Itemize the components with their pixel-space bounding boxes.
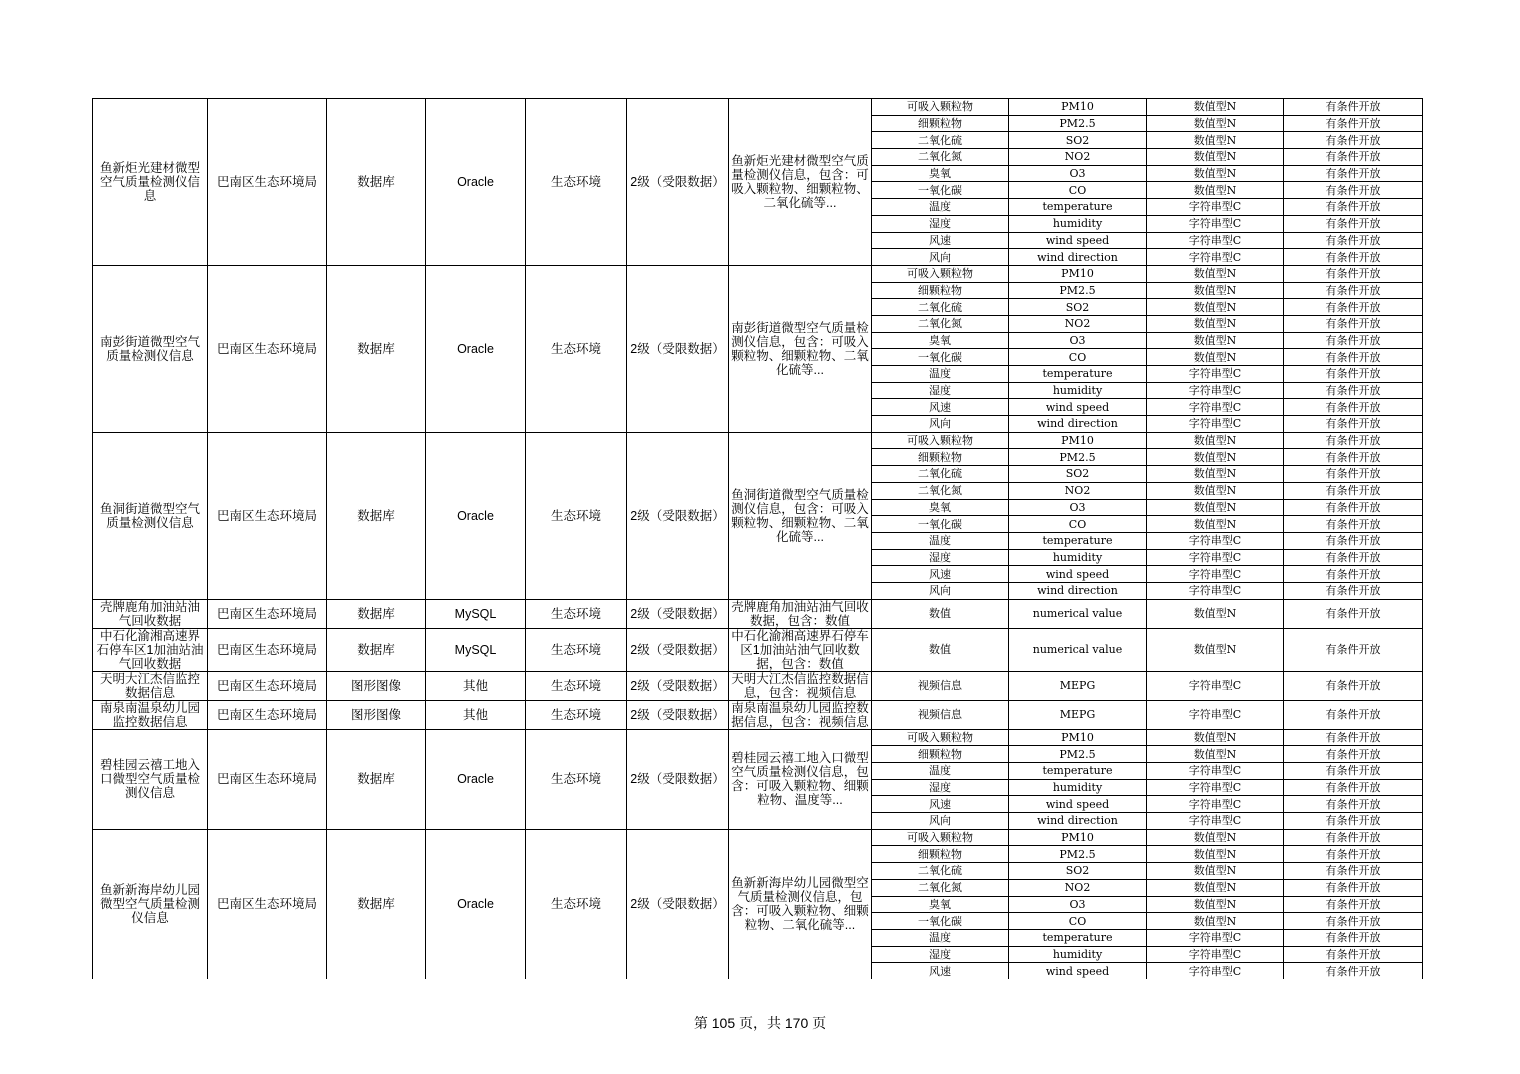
open-status-cell: 有条件开放: [1284, 432, 1423, 449]
field-code-cell: PM10: [1009, 99, 1147, 116]
storage-form-cell: 数据库: [327, 829, 426, 979]
resource-name-cell: 壳牌鹿角加油站油气回收数据: [93, 599, 208, 628]
field-type-cell: 数值型N: [1147, 432, 1284, 449]
storage-form-cell: 数据库: [327, 599, 426, 628]
department-cell: 巴南区生态环境局: [208, 729, 327, 829]
field-type-cell: 数值型N: [1147, 349, 1284, 366]
field-code-cell: wind speed: [1009, 963, 1147, 979]
department-cell: 巴南区生态环境局: [208, 829, 327, 979]
field-type-cell: 数值型N: [1147, 913, 1284, 930]
security-level-cell: 2级（受限数据）: [627, 829, 729, 979]
catalog-table: [92, 98, 1423, 979]
field-name-cell: 湿度: [872, 382, 1009, 399]
open-status-cell: 有条件开放: [1284, 132, 1423, 149]
field-code-cell: PM2.5: [1009, 449, 1147, 466]
domain-cell: 生态环境: [526, 99, 627, 266]
field-code-cell: numerical value: [1009, 628, 1147, 671]
field-name-cell: 二氧化硫: [872, 132, 1009, 149]
domain-cell: 生态环境: [526, 628, 627, 671]
field-type-cell: 字符串型C: [1147, 215, 1284, 232]
open-status-cell: 有条件开放: [1284, 863, 1423, 880]
field-type-cell: 数值型N: [1147, 466, 1284, 483]
field-name-cell: 温度: [872, 763, 1009, 780]
field-code-cell: humidity: [1009, 549, 1147, 566]
field-type-cell: 字符串型C: [1147, 929, 1284, 946]
open-status-cell: 有条件开放: [1284, 532, 1423, 549]
field-code-cell: CO: [1009, 913, 1147, 930]
storage-form-cell: 数据库: [327, 265, 426, 432]
field-name-cell: 细颗粒物: [872, 746, 1009, 763]
field-code-cell: humidity: [1009, 215, 1147, 232]
field-type-cell: 字符串型C: [1147, 671, 1284, 700]
open-status-cell: 有条件开放: [1284, 729, 1423, 746]
open-status-cell: 有条件开放: [1284, 763, 1423, 780]
open-status-cell: 有条件开放: [1284, 929, 1423, 946]
open-status-cell: 有条件开放: [1284, 896, 1423, 913]
open-status-cell: 有条件开放: [1284, 566, 1423, 583]
security-level-cell: 2级（受限数据）: [627, 729, 729, 829]
field-name-cell: 风向: [872, 582, 1009, 599]
field-code-cell: wind direction: [1009, 582, 1147, 599]
field-type-cell: 字符串型C: [1147, 700, 1284, 729]
department-cell: 巴南区生态环境局: [208, 265, 327, 432]
field-code-cell: MEPG: [1009, 671, 1147, 700]
open-status-cell: 有条件开放: [1284, 149, 1423, 166]
open-status-cell: 有条件开放: [1284, 779, 1423, 796]
open-status-cell: 有条件开放: [1284, 199, 1423, 216]
field-name-cell: 二氧化硫: [872, 299, 1009, 316]
field-name-cell: 温度: [872, 366, 1009, 383]
field-code-cell: wind direction: [1009, 249, 1147, 266]
table-row: [93, 432, 1423, 449]
domain-cell: 生态环境: [526, 729, 627, 829]
field-code-cell: temperature: [1009, 929, 1147, 946]
table-row: [93, 829, 1423, 846]
storage-form-cell: 数据库: [327, 432, 426, 599]
field-code-cell: CO: [1009, 182, 1147, 199]
field-type-cell: 数值型N: [1147, 132, 1284, 149]
field-name-cell: 风速: [872, 796, 1009, 813]
summary-cell: 南泉南温泉幼儿园监控数据信息，包含：视频信息: [729, 700, 872, 729]
field-name-cell: 风速: [872, 566, 1009, 583]
field-type-cell: 数值型N: [1147, 863, 1284, 880]
open-status-cell: 有条件开放: [1284, 746, 1423, 763]
security-level-cell: 2级（受限数据）: [627, 432, 729, 599]
field-code-cell: PM10: [1009, 829, 1147, 846]
summary-cell: 鱼新炬光建材微型空气质量检测仪信息，包含：可吸入颗粒物、细颗粒物、二氧化硫等...: [729, 99, 872, 266]
field-code-cell: wind speed: [1009, 399, 1147, 416]
field-type-cell: 字符串型C: [1147, 796, 1284, 813]
field-type-cell: 数值型N: [1147, 729, 1284, 746]
field-name-cell: 一氧化碳: [872, 913, 1009, 930]
field-type-cell: 数值型N: [1147, 99, 1284, 116]
field-name-cell: 细颗粒物: [872, 449, 1009, 466]
field-name-cell: 风速: [872, 399, 1009, 416]
open-status-cell: 有条件开放: [1284, 332, 1423, 349]
field-name-cell: 风向: [872, 416, 1009, 433]
storage-form-cell: 图形图像: [327, 671, 426, 700]
field-code-cell: temperature: [1009, 199, 1147, 216]
resource-name-cell: 鱼洞街道微型空气质量检测仪信息: [93, 432, 208, 599]
summary-cell: 鱼新新海岸幼儿园微型空气质量检测仪信息，包含：可吸入颗粒物、细颗粒物、二氧化硫等...: [729, 829, 872, 979]
resource-name-cell: 鱼新炬光建材微型空气质量检测仪信息: [93, 99, 208, 266]
field-type-cell: 数值型N: [1147, 879, 1284, 896]
domain-cell: 生态环境: [526, 432, 627, 599]
field-type-cell: 字符串型C: [1147, 549, 1284, 566]
summary-cell: 南彭街道微型空气质量检测仪信息，包含：可吸入颗粒物、细颗粒物、二氧化硫等...: [729, 265, 872, 432]
open-status-cell: 有条件开放: [1284, 215, 1423, 232]
field-name-cell: 二氧化硫: [872, 863, 1009, 880]
field-type-cell: 数值型N: [1147, 315, 1284, 332]
field-code-cell: SO2: [1009, 863, 1147, 880]
field-code-cell: PM10: [1009, 432, 1147, 449]
field-code-cell: numerical value: [1009, 599, 1147, 628]
resource-name-cell: 鱼新新海岸幼儿园微型空气质量检测仪信息: [93, 829, 208, 979]
field-name-cell: 臭氧: [872, 499, 1009, 516]
field-code-cell: humidity: [1009, 382, 1147, 399]
open-status-cell: 有条件开放: [1284, 232, 1423, 249]
open-status-cell: 有条件开放: [1284, 846, 1423, 863]
field-code-cell: humidity: [1009, 779, 1147, 796]
field-type-cell: 数值型N: [1147, 499, 1284, 516]
security-level-cell: 2级（受限数据）: [627, 700, 729, 729]
field-name-cell: 细颗粒物: [872, 282, 1009, 299]
field-code-cell: humidity: [1009, 946, 1147, 963]
field-type-cell: 数值型N: [1147, 282, 1284, 299]
field-name-cell: 温度: [872, 532, 1009, 549]
field-code-cell: PM2.5: [1009, 115, 1147, 132]
field-name-cell: 数值: [872, 628, 1009, 671]
field-type-cell: 字符串型C: [1147, 946, 1284, 963]
storage-form-cell: 数据库: [327, 99, 426, 266]
field-type-cell: 数值型N: [1147, 265, 1284, 282]
open-status-cell: 有条件开放: [1284, 366, 1423, 383]
field-name-cell: 二氧化氮: [872, 315, 1009, 332]
summary-cell: 鱼洞街道微型空气质量检测仪信息，包含：可吸入颗粒物、细颗粒物、二氧化硫等...: [729, 432, 872, 599]
open-status-cell: 有条件开放: [1284, 879, 1423, 896]
domain-cell: 生态环境: [526, 599, 627, 628]
field-type-cell: 字符串型C: [1147, 416, 1284, 433]
open-status-cell: 有条件开放: [1284, 449, 1423, 466]
field-name-cell: 风向: [872, 813, 1009, 830]
security-level-cell: 2级（受限数据）: [627, 628, 729, 671]
department-cell: 巴南区生态环境局: [208, 628, 327, 671]
open-status-cell: 有条件开放: [1284, 628, 1423, 671]
storage-form-cell: 数据库: [327, 628, 426, 671]
field-type-cell: 字符串型C: [1147, 399, 1284, 416]
open-status-cell: 有条件开放: [1284, 516, 1423, 533]
field-name-cell: 一氧化碳: [872, 516, 1009, 533]
field-type-cell: 数值型N: [1147, 149, 1284, 166]
system-cell: 其他: [426, 700, 526, 729]
open-status-cell: 有条件开放: [1284, 482, 1423, 499]
field-name-cell: 二氧化氮: [872, 149, 1009, 166]
page-footer: 第 105 页，共 170 页: [693, 1015, 827, 1031]
department-cell: 巴南区生态环境局: [208, 700, 327, 729]
open-status-cell: 有条件开放: [1284, 299, 1423, 316]
field-code-cell: wind direction: [1009, 416, 1147, 433]
field-name-cell: 视频信息: [872, 671, 1009, 700]
field-type-cell: 数值型N: [1147, 299, 1284, 316]
security-level-cell: 2级（受限数据）: [627, 265, 729, 432]
system-cell: 其他: [426, 671, 526, 700]
summary-cell: 天明大江杰信监控数据信息，包含：视频信息: [729, 671, 872, 700]
field-name-cell: 湿度: [872, 946, 1009, 963]
department-cell: 巴南区生态环境局: [208, 671, 327, 700]
field-code-cell: wind speed: [1009, 232, 1147, 249]
field-name-cell: 可吸入颗粒物: [872, 729, 1009, 746]
field-name-cell: 湿度: [872, 779, 1009, 796]
open-status-cell: 有条件开放: [1284, 349, 1423, 366]
field-code-cell: O3: [1009, 165, 1147, 182]
field-type-cell: 字符串型C: [1147, 763, 1284, 780]
security-level-cell: 2级（受限数据）: [627, 671, 729, 700]
field-name-cell: 温度: [872, 199, 1009, 216]
field-type-cell: 数值型N: [1147, 829, 1284, 846]
domain-cell: 生态环境: [526, 265, 627, 432]
field-code-cell: MEPG: [1009, 700, 1147, 729]
field-type-cell: 字符串型C: [1147, 779, 1284, 796]
open-status-cell: 有条件开放: [1284, 913, 1423, 930]
field-name-cell: 数值: [872, 599, 1009, 628]
open-status-cell: 有条件开放: [1284, 416, 1423, 433]
domain-cell: 生态环境: [526, 671, 627, 700]
field-name-cell: 细颗粒物: [872, 846, 1009, 863]
field-type-cell: 字符串型C: [1147, 566, 1284, 583]
field-code-cell: CO: [1009, 349, 1147, 366]
open-status-cell: 有条件开放: [1284, 829, 1423, 846]
field-code-cell: wind speed: [1009, 566, 1147, 583]
system-cell: Oracle: [426, 432, 526, 599]
open-status-cell: 有条件开放: [1284, 700, 1423, 729]
department-cell: 巴南区生态环境局: [208, 599, 327, 628]
security-level-cell: 2级（受限数据）: [627, 99, 729, 266]
field-name-cell: 视频信息: [872, 700, 1009, 729]
field-type-cell: 字符串型C: [1147, 366, 1284, 383]
field-name-cell: 风向: [872, 249, 1009, 266]
open-status-cell: 有条件开放: [1284, 282, 1423, 299]
domain-cell: 生态环境: [526, 829, 627, 979]
field-type-cell: 数值型N: [1147, 449, 1284, 466]
catalog-table-body: [93, 99, 1423, 979]
open-status-cell: 有条件开放: [1284, 99, 1423, 116]
table-row: [93, 628, 1423, 671]
field-name-cell: 温度: [872, 929, 1009, 946]
system-cell: Oracle: [426, 829, 526, 979]
field-type-cell: 字符串型C: [1147, 382, 1284, 399]
field-name-cell: 可吸入颗粒物: [872, 432, 1009, 449]
field-name-cell: 一氧化碳: [872, 182, 1009, 199]
field-name-cell: 风速: [872, 232, 1009, 249]
open-status-cell: 有条件开放: [1284, 265, 1423, 282]
field-code-cell: O3: [1009, 332, 1147, 349]
field-type-cell: 字符串型C: [1147, 813, 1284, 830]
field-type-cell: 数值型N: [1147, 516, 1284, 533]
table-row: [93, 671, 1423, 700]
field-code-cell: PM10: [1009, 729, 1147, 746]
storage-form-cell: 图形图像: [327, 700, 426, 729]
field-code-cell: O3: [1009, 896, 1147, 913]
field-type-cell: 字符串型C: [1147, 249, 1284, 266]
open-status-cell: 有条件开放: [1284, 382, 1423, 399]
field-name-cell: 一氧化碳: [872, 349, 1009, 366]
open-status-cell: 有条件开放: [1284, 466, 1423, 483]
open-status-cell: 有条件开放: [1284, 249, 1423, 266]
field-code-cell: SO2: [1009, 466, 1147, 483]
system-cell: Oracle: [426, 265, 526, 432]
field-type-cell: 数值型N: [1147, 746, 1284, 763]
storage-form-cell: 数据库: [327, 729, 426, 829]
open-status-cell: 有条件开放: [1284, 946, 1423, 963]
field-code-cell: wind speed: [1009, 796, 1147, 813]
field-name-cell: 湿度: [872, 549, 1009, 566]
open-status-cell: 有条件开放: [1284, 549, 1423, 566]
open-status-cell: 有条件开放: [1284, 182, 1423, 199]
field-name-cell: 臭氧: [872, 165, 1009, 182]
field-type-cell: 字符串型C: [1147, 232, 1284, 249]
field-name-cell: 二氧化氮: [872, 879, 1009, 896]
field-type-cell: 数值型N: [1147, 115, 1284, 132]
field-name-cell: 可吸入颗粒物: [872, 829, 1009, 846]
summary-cell: 碧桂园云禧工地入口微型空气质量检测仪信息，包含：可吸入颗粒物、细颗粒物、温度等...: [729, 729, 872, 829]
table-row: [93, 599, 1423, 628]
open-status-cell: 有条件开放: [1284, 796, 1423, 813]
summary-cell: 壳牌鹿角加油站油气回收数据，包含：数值: [729, 599, 872, 628]
field-code-cell: wind direction: [1009, 813, 1147, 830]
field-name-cell: 可吸入颗粒物: [872, 99, 1009, 116]
field-type-cell: 数值型N: [1147, 599, 1284, 628]
field-code-cell: NO2: [1009, 879, 1147, 896]
summary-cell: 中石化渝湘高速界石停车区1加油站油气回收数据，包含：数值: [729, 628, 872, 671]
resource-name-cell: 碧桂园云禧工地入口微型空气质量检测仪信息: [93, 729, 208, 829]
resource-name-cell: 天明大江杰信监控数据信息: [93, 671, 208, 700]
field-name-cell: 湿度: [872, 215, 1009, 232]
field-code-cell: CO: [1009, 516, 1147, 533]
system-cell: MySQL: [426, 599, 526, 628]
field-code-cell: PM10: [1009, 265, 1147, 282]
domain-cell: 生态环境: [526, 700, 627, 729]
resource-name-cell: 南泉南温泉幼儿园监控数据信息: [93, 700, 208, 729]
field-name-cell: 二氧化氮: [872, 482, 1009, 499]
field-type-cell: 数值型N: [1147, 332, 1284, 349]
field-name-cell: 臭氧: [872, 332, 1009, 349]
field-type-cell: 字符串型C: [1147, 963, 1284, 979]
department-cell: 巴南区生态环境局: [208, 99, 327, 266]
table-row: [93, 700, 1423, 729]
open-status-cell: 有条件开放: [1284, 115, 1423, 132]
field-type-cell: 数值型N: [1147, 482, 1284, 499]
resource-name-cell: 中石化渝湘高速界石停车区1加油站油气回收数据: [93, 628, 208, 671]
field-name-cell: 臭氧: [872, 896, 1009, 913]
open-status-cell: 有条件开放: [1284, 499, 1423, 516]
open-status-cell: 有条件开放: [1284, 813, 1423, 830]
open-status-cell: 有条件开放: [1284, 671, 1423, 700]
field-type-cell: 数值型N: [1147, 182, 1284, 199]
system-cell: Oracle: [426, 99, 526, 266]
table-row: [93, 99, 1423, 116]
system-cell: Oracle: [426, 729, 526, 829]
open-status-cell: 有条件开放: [1284, 399, 1423, 416]
system-cell: MySQL: [426, 628, 526, 671]
open-status-cell: 有条件开放: [1284, 582, 1423, 599]
field-type-cell: 字符串型C: [1147, 582, 1284, 599]
field-code-cell: NO2: [1009, 315, 1147, 332]
field-code-cell: temperature: [1009, 763, 1147, 780]
field-code-cell: PM2.5: [1009, 282, 1147, 299]
open-status-cell: 有条件开放: [1284, 315, 1423, 332]
field-type-cell: 字符串型C: [1147, 532, 1284, 549]
department-cell: 巴南区生态环境局: [208, 432, 327, 599]
open-status-cell: 有条件开放: [1284, 599, 1423, 628]
field-type-cell: 数值型N: [1147, 896, 1284, 913]
field-code-cell: SO2: [1009, 132, 1147, 149]
security-level-cell: 2级（受限数据）: [627, 599, 729, 628]
field-code-cell: PM2.5: [1009, 746, 1147, 763]
resource-name-cell: 南彭街道微型空气质量检测仪信息: [93, 265, 208, 432]
open-status-cell: 有条件开放: [1284, 165, 1423, 182]
field-code-cell: NO2: [1009, 482, 1147, 499]
field-name-cell: 细颗粒物: [872, 115, 1009, 132]
field-type-cell: 数值型N: [1147, 628, 1284, 671]
field-name-cell: 二氧化硫: [872, 466, 1009, 483]
field-code-cell: PM2.5: [1009, 846, 1147, 863]
field-type-cell: 数值型N: [1147, 846, 1284, 863]
field-type-cell: 字符串型C: [1147, 199, 1284, 216]
field-code-cell: O3: [1009, 499, 1147, 516]
field-code-cell: SO2: [1009, 299, 1147, 316]
table-row: [93, 265, 1423, 282]
field-name-cell: 可吸入颗粒物: [872, 265, 1009, 282]
field-code-cell: NO2: [1009, 149, 1147, 166]
field-code-cell: temperature: [1009, 366, 1147, 383]
open-status-cell: 有条件开放: [1284, 963, 1423, 979]
field-code-cell: temperature: [1009, 532, 1147, 549]
field-type-cell: 数值型N: [1147, 165, 1284, 182]
field-name-cell: 风速: [872, 963, 1009, 979]
table-row: [93, 729, 1423, 746]
